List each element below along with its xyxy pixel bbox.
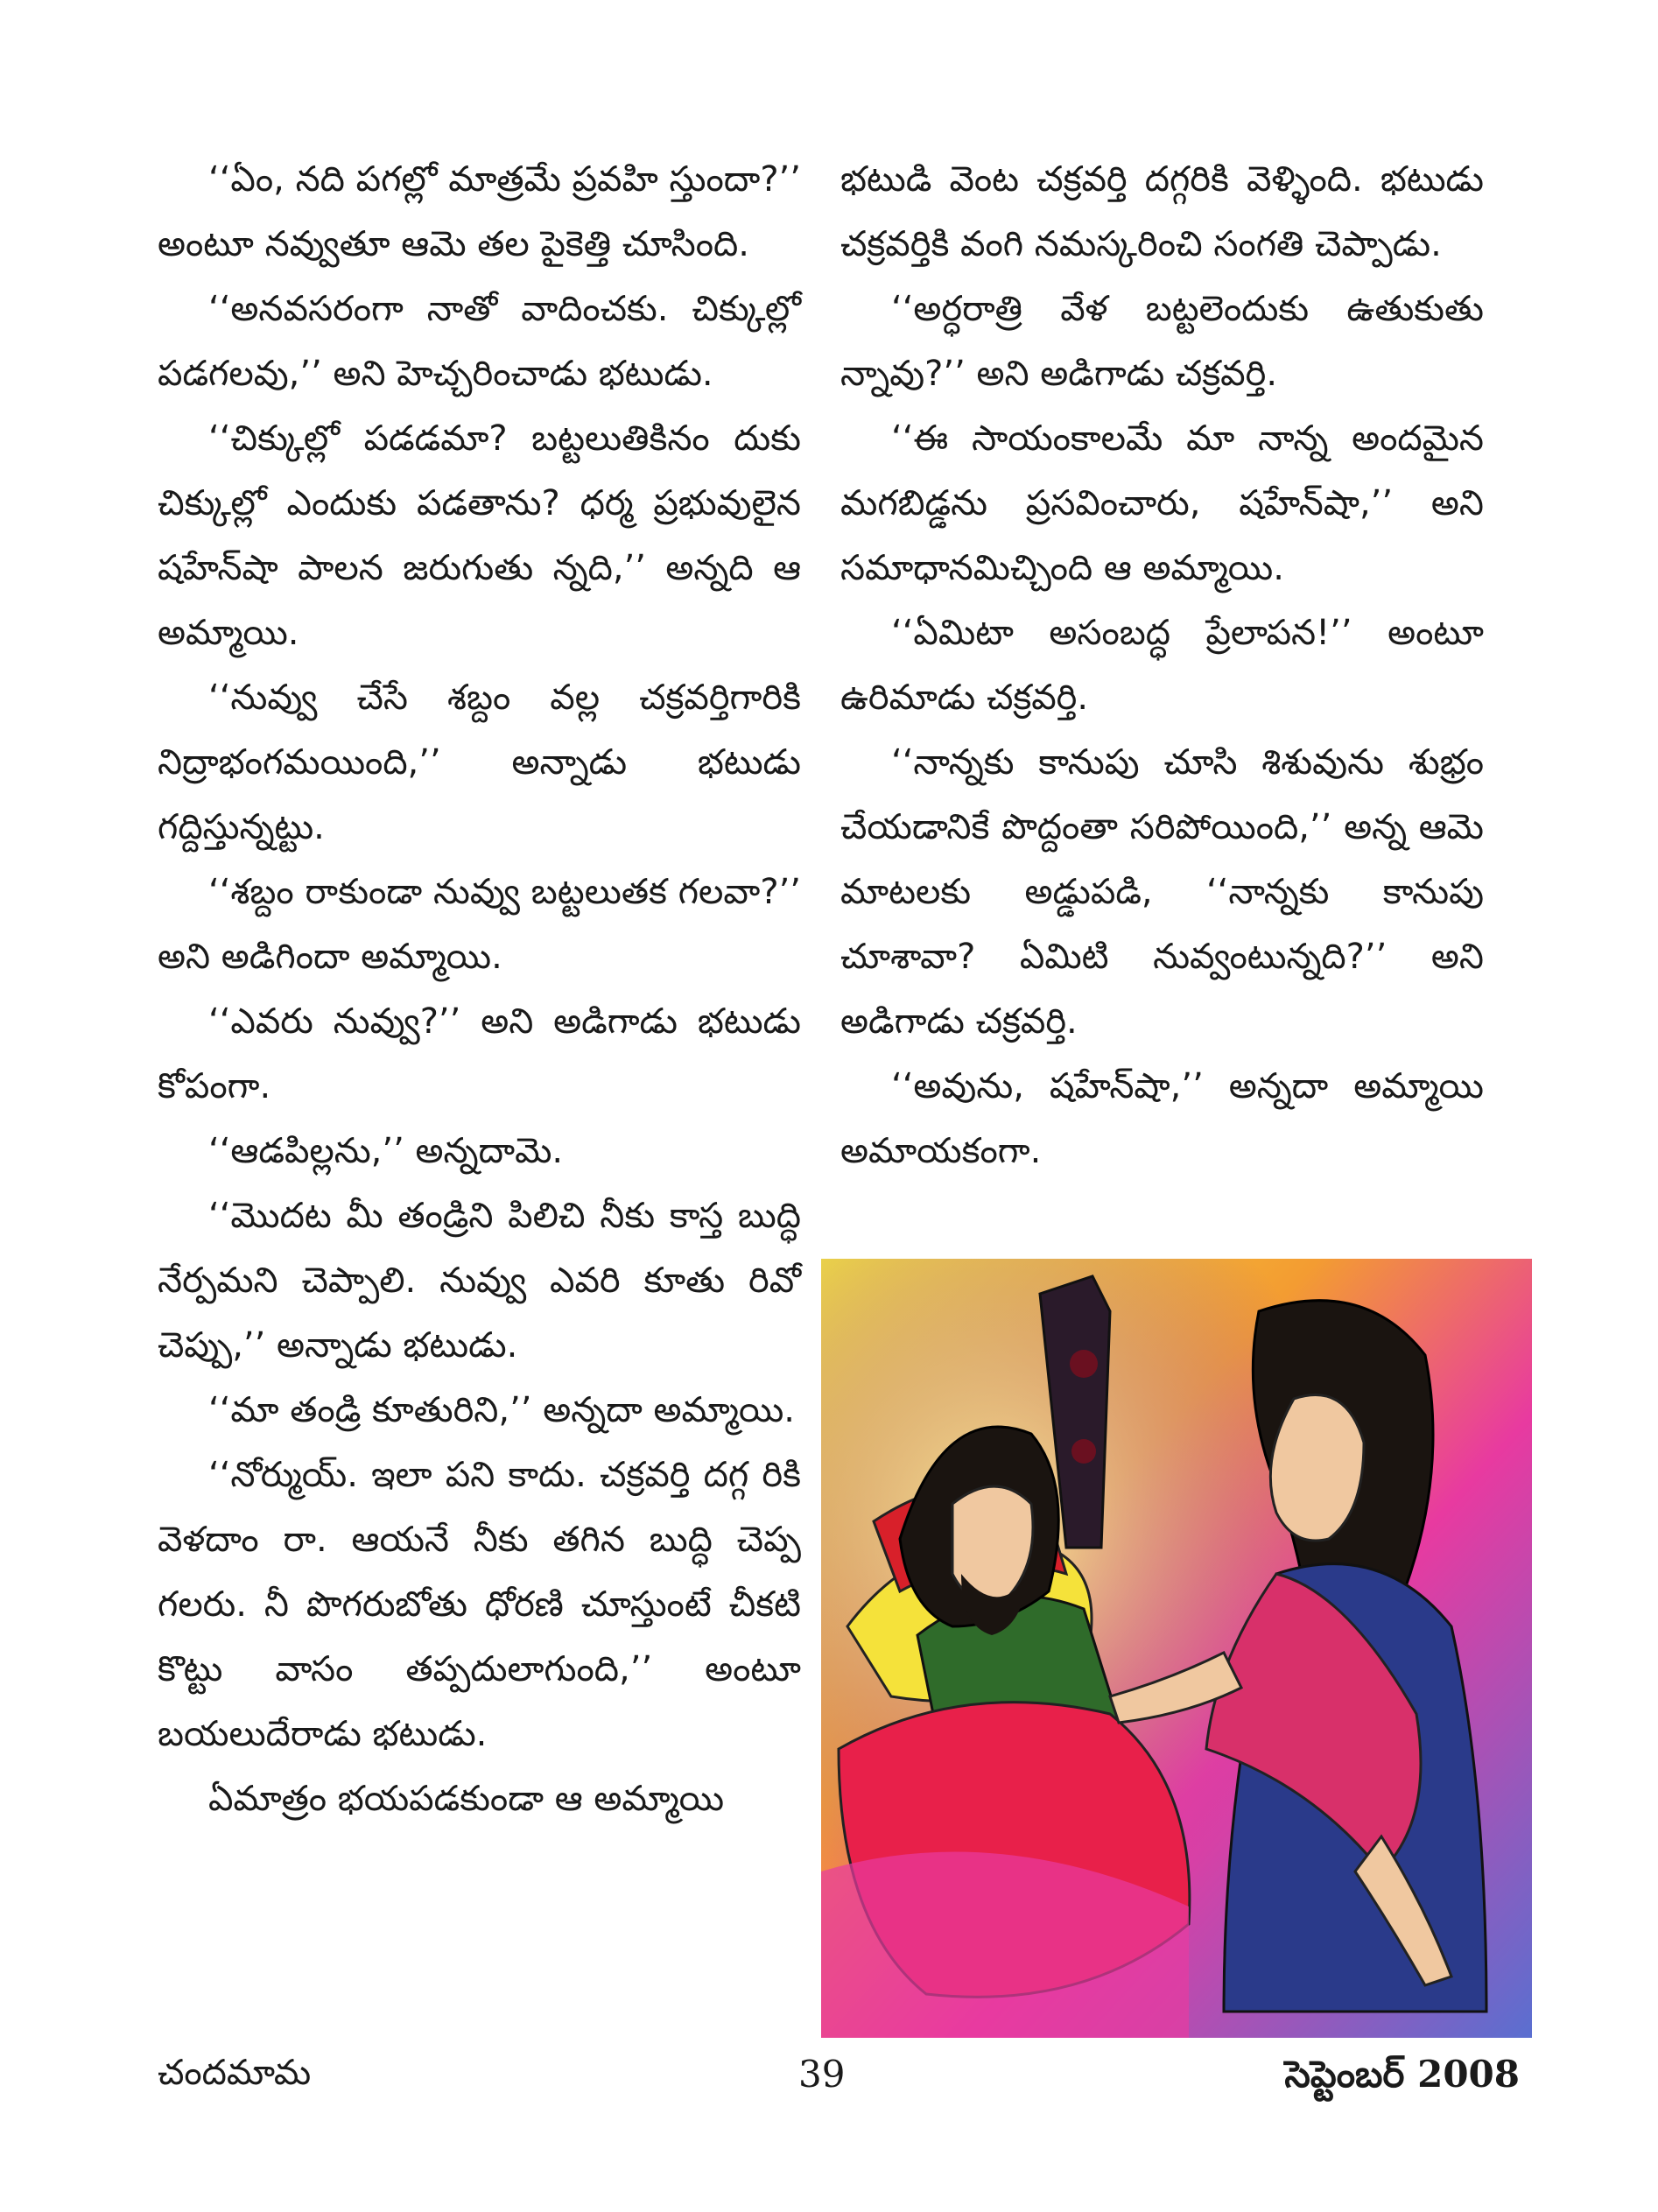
story-paragraph: ‘‘నోర్ముయ్. ఇలా పని కాదు. చక్రవర్తి దగ్గ రికి వెళదాం రా. ఆయనే నీకు తగిన బుద్ధి చెప్ప గలరు. నీ పొగరుబోతు ధోరణి చూస్తుంటే చీకటి కొట్టు వాసం తప్పదులాగుంది,’’ అంటూ బయలుదేరాడు భటుడు. — [158, 1455, 801, 1754]
story-paragraph: భటుడి వెంట చక్రవర్తి దగ్గరికి వెళ్ళింది. భటుడు చక్రవర్తికి వంగి నమస్కరించి సంగతి చెప్పాడు. — [840, 159, 1484, 264]
story-illustration — [821, 1259, 1532, 2038]
story-paragraph: ‘‘ఏమిటా అసంబద్ధ ప్రేలాపన!’’ అంటూ ఉరిమాడు చక్రవర్తి. — [840, 613, 1484, 718]
story-paragraph: ‘‘మొదట మీ తండ్రిని పిలిచి నీకు కాస్త బుద్ధి నేర్పమని చెప్పాలి. నువ్వు ఎవరి కూతు రివో చెప్పు,’’ అన్నాడు భటుడు. — [158, 1196, 801, 1366]
story-paragraph: ‘‘ఆడపిల్లను,’’ అన్నదామె. — [208, 1131, 564, 1171]
page-number: 39 — [798, 2053, 846, 2096]
story-paragraph: ‘‘అర్ధరాత్రి వేళ బట్టలెందుకు ఉతుకుతు న్నావు?’’ అని అడిగాడు చక్రవర్తి. — [840, 289, 1484, 394]
issue-date: సెప్టెంబర్ 2008 — [1284, 2053, 1520, 2096]
story-paragraph: ‘‘మా తండ్రి కూతురిని,’’ అన్నదా అమ్మాయి. — [208, 1390, 795, 1430]
story-paragraph: ‘‘అవును, షహేన్‌షా,’’ అన్నదా అమ్మాయి అమాయకంగా. — [840, 1066, 1484, 1171]
magazine-name: చందమామ — [158, 2053, 312, 2093]
right-text-column — [840, 147, 1484, 1183]
story-paragraph: ‘‘నాన్నకు కానుపు చూసి శిశువును శుభ్రం చేయడానికే పొద్దంతా సరిపోయింది,’’ అన్న ఆమె మాటలకు అడ్డుపడి, ‘‘నాన్నకు కానుపు చూశావా? ఏమిటి నువ్వంటున్నది?’’ అని అడిగాడు చక్రవర్తి. — [840, 742, 1484, 1042]
story-paragraph: ‘‘ఈ సాయంకాలమే మా నాన్న అందమైన మగబిడ్డను ప్రసవించారు, షహేన్‌షా,’’ అని సమాధానమిచ్చింది ఆ అమ్మాయి. — [840, 418, 1484, 588]
story-paragraph: ‘‘అనవసరంగా నాతో వాదించకు. చిక్కుల్లో పడగలవు,’’ అని హెచ్చరించాడు భటుడు. — [158, 289, 801, 394]
story-paragraph: ‘‘ఏం, నది పగల్లో మాత్రమే ప్రవహి స్తుందా?’’ అంటూ నవ్వుతూ ఆమె తల పైకెత్తి చూసింది. — [158, 159, 801, 264]
story-paragraph: ‘‘చిక్కుల్లో పడడమా? బట్టలుతికినం దుకు చిక్కుల్లో ఎందుకు పడతాను? ధర్మ ప్రభువులైన షహేన్‌షా పాలన జరుగుతు న్నది,’’ అన్నది ఆ అమ్మాయి. — [158, 418, 801, 653]
story-paragraph: ‘‘శబ్దం రాకుండా నువ్వు బట్టలుతక గలవా?’’ అని అడిగిందా అమ్మాయి. — [158, 872, 801, 977]
left-text-column — [158, 147, 801, 1831]
story-paragraph: ‘‘ఎవరు నువ్వు?’’ అని అడిగాడు భటుడు కోపంగా. — [158, 1001, 801, 1106]
story-paragraph: ఏమాత్రం భయపడకుండా ఆ అమ్మాయి — [208, 1779, 725, 1819]
story-paragraph: ‘‘నువ్వు చేసే శబ్దం వల్ల చక్రవర్తిగారికి నిద్రాభంగమయింది,’’ అన్నాడు భటుడు గద్దిస్తున్నట్టు. — [158, 678, 801, 847]
